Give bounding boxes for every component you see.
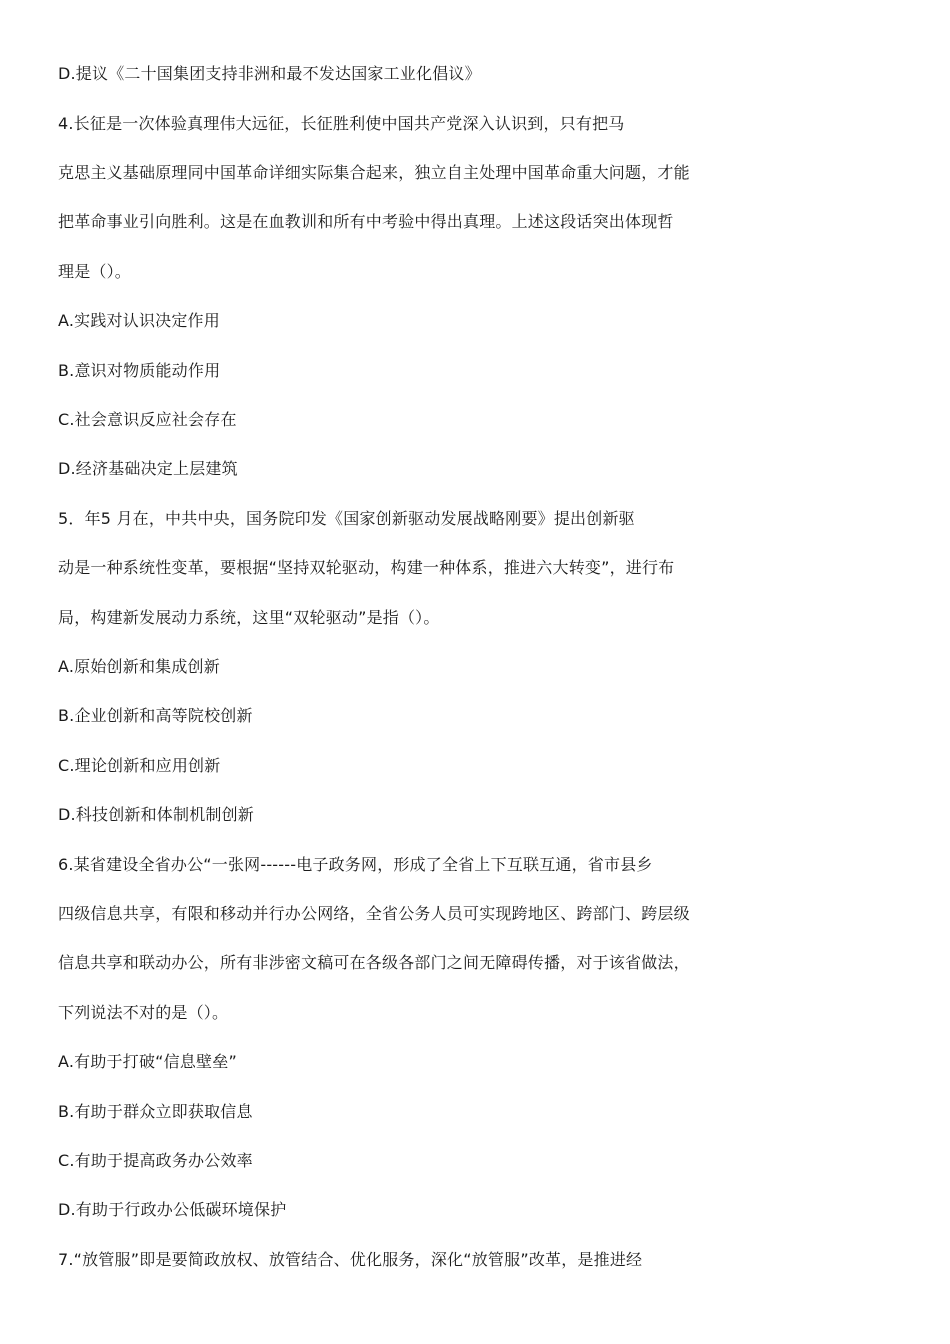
text-line: 局，构建新发展动力系统，这里“双轮驱动”是指（）。 — [58, 608, 440, 627]
text-line: A.有助于打破“信息壁垒” — [58, 1052, 237, 1071]
text-line: D.提议《二十国集团支持非洲和最不发达国家工业化倡议》 — [58, 64, 481, 83]
text-line: 理是（）。 — [58, 262, 132, 281]
text-line: C.有助于提高政务办公效率 — [58, 1151, 253, 1170]
text-line: 5．年5 月在，中共中央，国务院印发《国家创新驱动发展战略刚要》提出创新驱 — [58, 509, 635, 528]
text-line: 四级信息共享，有限和移动并行办公网络，全省公务人员可实现跨地区、跨部门、跨层级 — [58, 904, 690, 923]
text-line: 下列说法不对的是（）。 — [58, 1003, 229, 1022]
text-line: 把革命事业引向胜利。这是在血教训和所有中考验中得出真理。上述这段话突出体现哲 — [58, 212, 674, 231]
text-line: 信息共享和联动办公，所有非涉密文稿可在各级各部门之间无障碍传播，对于该省做法， — [58, 953, 690, 972]
text-line: 4.长征是一次体验真理伟大远征，长征胜利使中国共产党深入认识到，只有把马 — [58, 114, 625, 133]
text-line: 动是一种系统性变革，要根据“坚持双轮驱动，构建一种体系，推进六大转变”，进行布 — [58, 558, 675, 577]
text-line: D.经济基础决定上层建筑 — [58, 459, 238, 478]
text-line: 克思主义基础原理同中国革命详细实际集合起来，独立自主处理中国革命重大问题，才能 — [58, 163, 690, 182]
text-line: B.意识对物质能动作用 — [58, 361, 221, 380]
text-line: A.实践对认识决定作用 — [58, 311, 220, 330]
text-line: 6.某省建设全省办公“一张网------电子政务网，形成了全省上下互联互通，省市县乡 — [58, 855, 653, 874]
text-line: D.有助于行政办公低碳环境保护 — [58, 1200, 287, 1219]
text-line: D.科技创新和体制机制创新 — [58, 805, 255, 824]
text-line: B.有助于群众立即获取信息 — [58, 1102, 253, 1121]
text-line: C.理论创新和应用创新 — [58, 756, 221, 775]
text-line: C.社会意识反应社会存在 — [58, 410, 237, 429]
text-line: 7.“放管服”即是要简政放权、放管结合、优化服务，深化“放管服”改革，是推进经 — [58, 1250, 643, 1269]
text-line: A.原始创新和集成创新 — [58, 657, 220, 676]
text-line: B.企业创新和高等院校创新 — [58, 706, 253, 725]
